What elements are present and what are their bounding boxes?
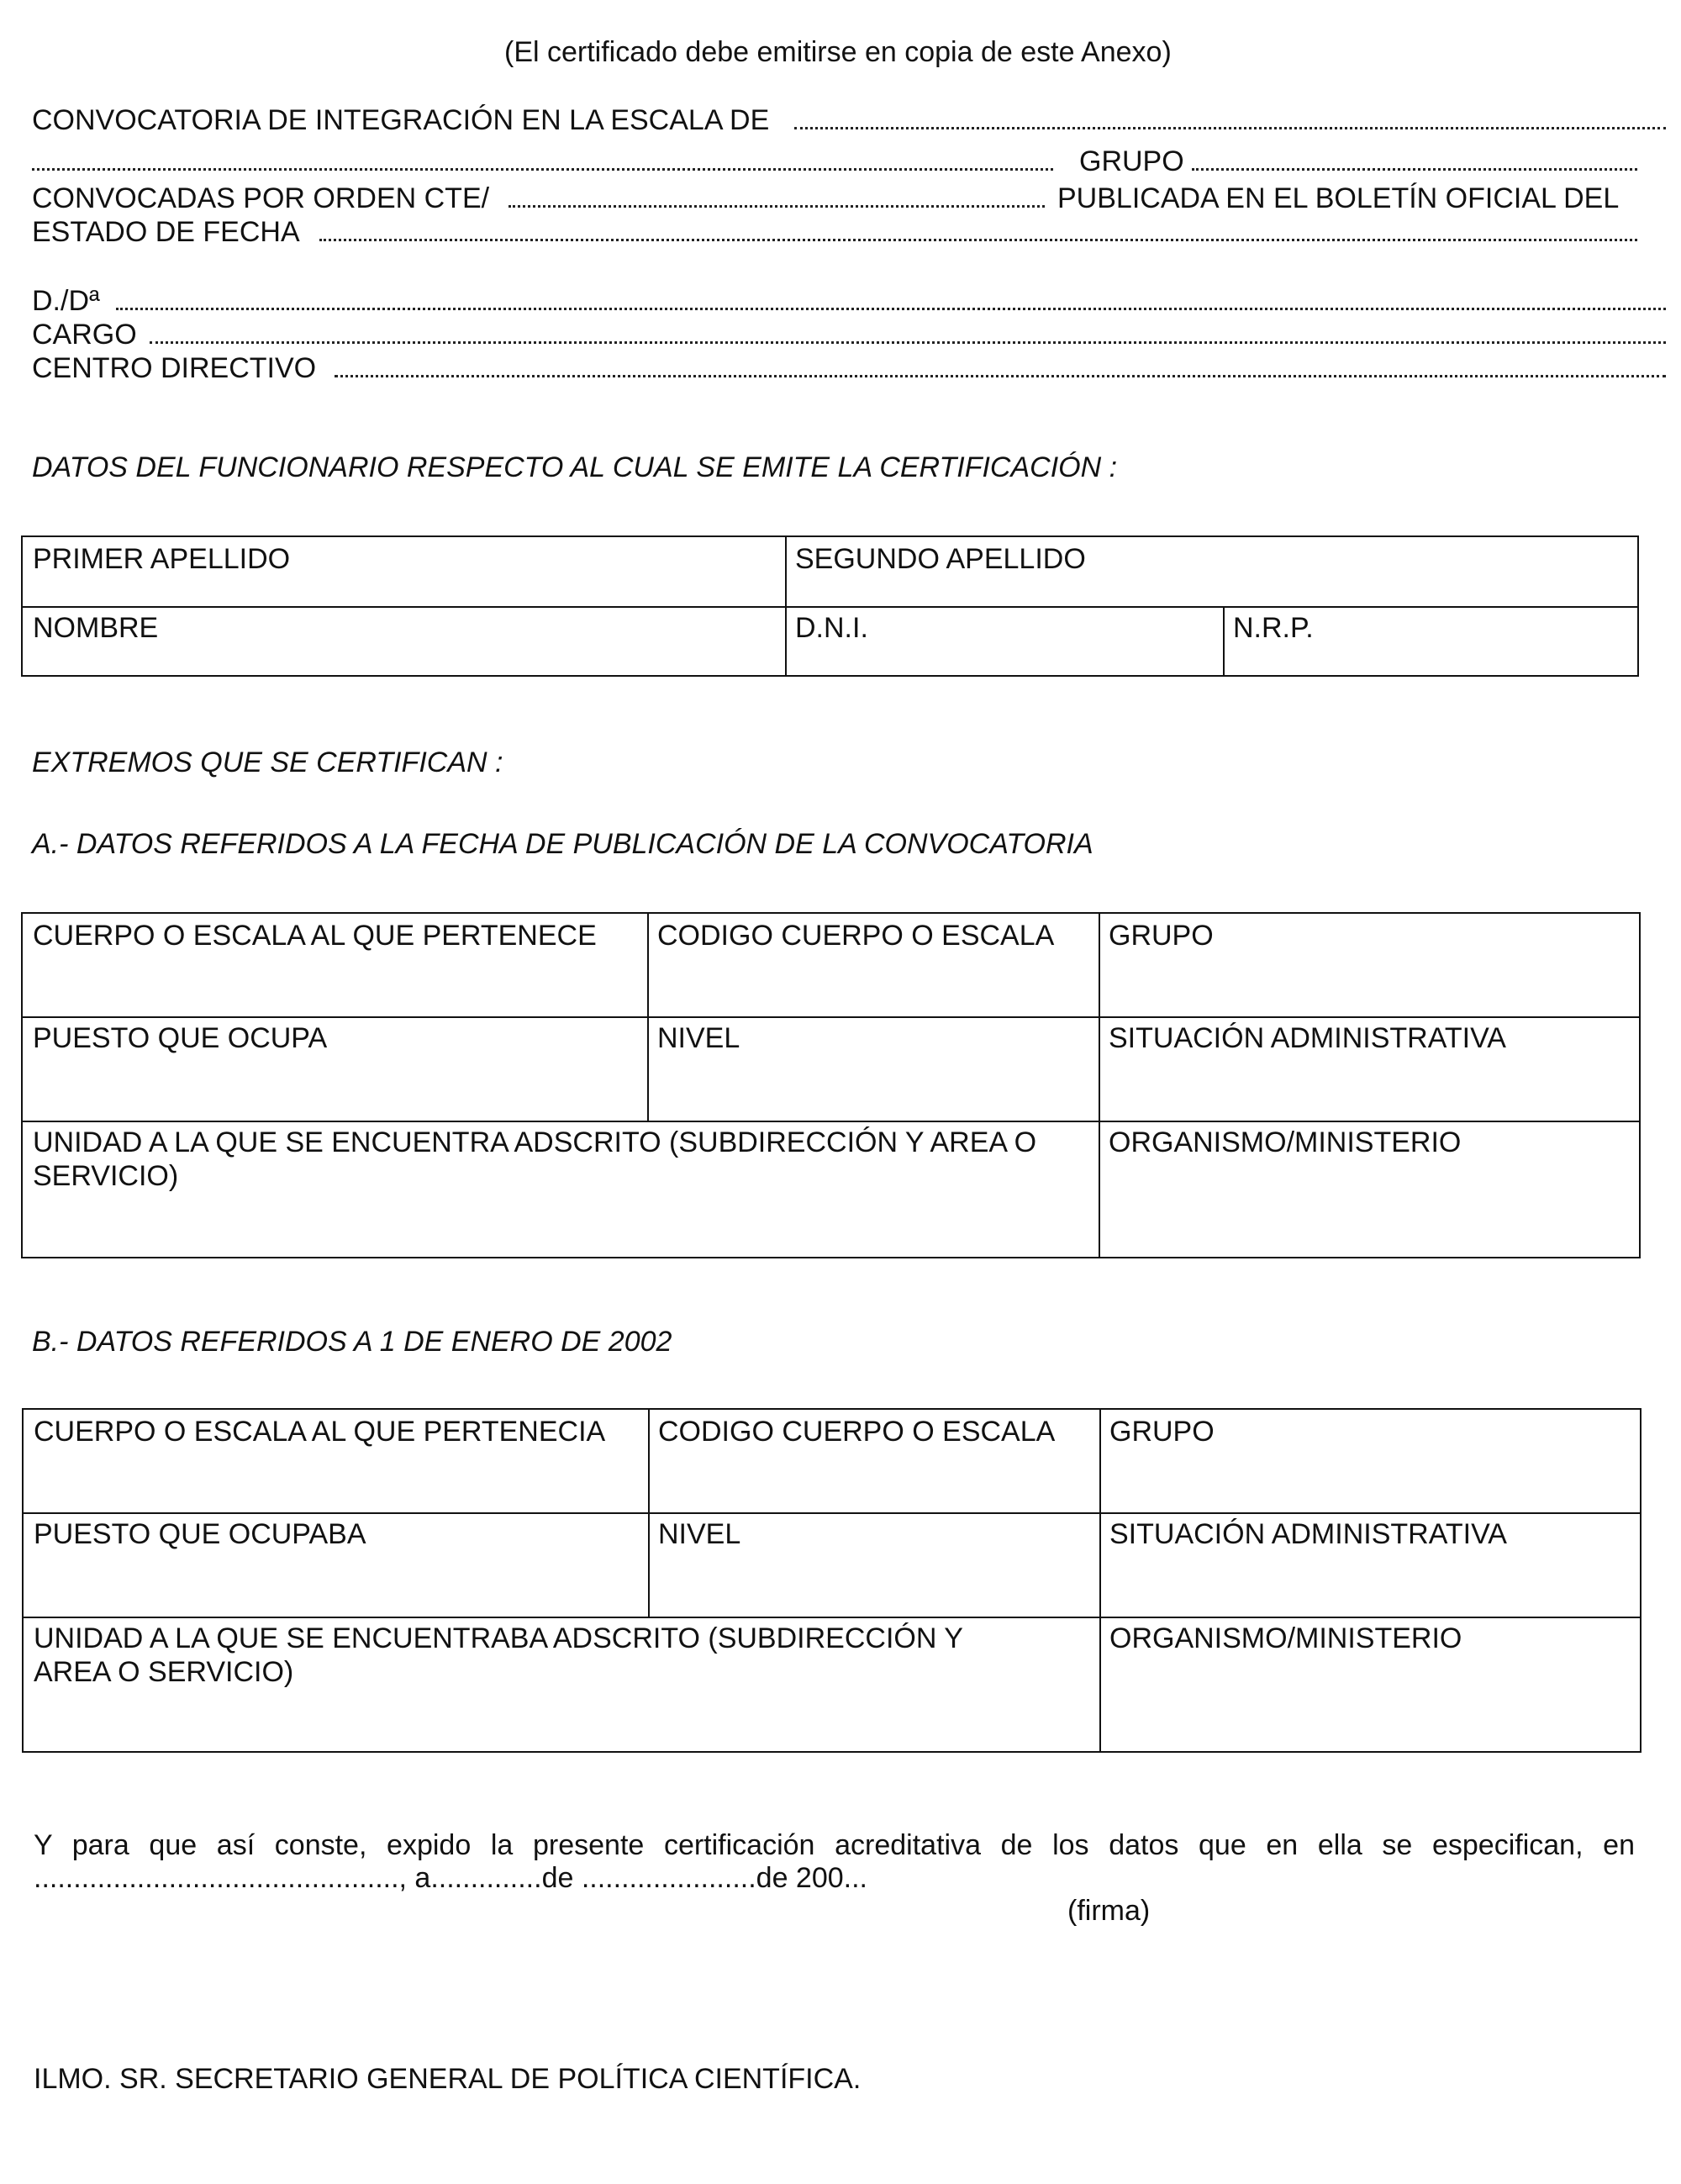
b-unidad-cell[interactable] <box>24 1617 1099 1751</box>
annex-note: (El certificado debe emitirse en copia de este Anexo) <box>504 36 1172 68</box>
a-situacion-cell[interactable] <box>1099 1016 1639 1121</box>
extremos-heading: EXTREMOS QUE SE CERTIFICAN : <box>32 746 503 778</box>
centro-directivo-label: CENTRO DIRECTIVO <box>32 352 317 384</box>
b-codigo-label: CODIGO CUERPO O ESCALA <box>658 1416 1056 1448</box>
b-cuerpo-label: CUERPO O ESCALA AL QUE PERTENECIA <box>34 1416 606 1448</box>
closing-date-line[interactable]: .............................................., a..............de ......................de 200... <box>34 1862 867 1894</box>
a-nivel-cell[interactable] <box>647 1016 1099 1121</box>
orden-cte-field[interactable] <box>509 205 1045 208</box>
b-situacion-label: SITUACIÓN ADMINISTRATIVA <box>1109 1518 1507 1550</box>
b-unidad-label-line1: UNIDAD A LA QUE SE ENCUENTRABA ADSCRITO (SUBDIRECCIÓN Y <box>34 1622 963 1654</box>
b-puesto-cell[interactable] <box>24 1512 648 1617</box>
nombre-cell[interactable] <box>23 606 785 675</box>
estado-fecha-label: ESTADO DE FECHA <box>32 216 300 248</box>
nombre-label: NOMBRE <box>33 612 159 644</box>
a-cuerpo-label: CUERPO O ESCALA AL QUE PERTENECE <box>33 920 597 952</box>
a-cuerpo-cell[interactable] <box>23 914 647 1016</box>
b-nivel-label: NIVEL <box>658 1518 741 1550</box>
addressee: ILMO. SR. SECRETARIO GENERAL DE POLÍTICA CIENTÍFICA. <box>34 2063 862 2095</box>
a-grupo-cell[interactable] <box>1099 914 1639 1016</box>
b-unidad-label-line2: AREA O SERVICIO) <box>34 1656 294 1688</box>
funcionario-heading: DATOS DEL FUNCIONARIO RESPECTO AL CUAL SE EMITE LA CERTIFICACIÓN : <box>32 451 1118 483</box>
cargo-field[interactable] <box>150 341 1666 344</box>
b-grupo-label: GRUPO <box>1109 1416 1215 1448</box>
centro-directivo-field[interactable] <box>335 375 1666 377</box>
grupo-field[interactable] <box>1192 168 1637 171</box>
b-organismo-label: ORGANISMO/MINISTERIO <box>1109 1622 1462 1654</box>
primer-apellido-cell[interactable] <box>23 537 785 606</box>
section-b-table <box>22 1408 1641 1753</box>
b-cuerpo-cell[interactable] <box>24 1410 648 1512</box>
dni-cell[interactable] <box>785 606 1223 675</box>
segundo-apellido-cell[interactable] <box>785 537 1637 606</box>
a-puesto-cell[interactable] <box>23 1016 647 1121</box>
nrp-label: N.R.P. <box>1233 612 1314 644</box>
a-unidad-label-line1: UNIDAD A LA QUE SE ENCUENTRA ADSCRITO (SUBDIRECCIÓN Y AREA O <box>33 1126 1037 1158</box>
a-codigo-cell[interactable] <box>647 914 1099 1016</box>
segundo-apellido-label: SEGUNDO APELLIDO <box>795 543 1086 575</box>
a-situacion-label: SITUACIÓN ADMINISTRATIVA <box>1109 1022 1506 1054</box>
a-unidad-label-line2: SERVICIO) <box>33 1160 179 1192</box>
dd-field[interactable] <box>116 308 1666 310</box>
a-unidad-cell[interactable] <box>23 1121 1099 1257</box>
convocatoria-label: CONVOCATORIA DE INTEGRACIÓN EN LA ESCALA DE <box>32 104 770 136</box>
a-codigo-label: CODIGO CUERPO O ESCALA <box>657 920 1055 952</box>
section-a-table <box>21 912 1641 1258</box>
section-a-heading: A.- DATOS REFERIDOS A LA FECHA DE PUBLICACIÓN DE LA CONVOCATORIA <box>32 828 1093 860</box>
b-organismo-cell[interactable] <box>1099 1617 1640 1751</box>
a-grupo-label: GRUPO <box>1109 920 1214 952</box>
a-nivel-label: NIVEL <box>657 1022 740 1054</box>
signature-label: (firma) <box>1067 1895 1151 1927</box>
section-b-heading: B.- DATOS REFERIDOS A 1 DE ENERO DE 2002 <box>32 1326 672 1358</box>
funcionario-table <box>21 535 1639 677</box>
publicada-label: PUBLICADA EN EL BOLETÍN OFICIAL DEL <box>1057 182 1620 214</box>
convocadas-label: CONVOCADAS POR ORDEN CTE/ <box>32 182 490 214</box>
b-grupo-cell[interactable] <box>1099 1410 1640 1512</box>
grupo-label: GRUPO <box>1079 145 1184 177</box>
b-situacion-cell[interactable] <box>1099 1512 1640 1617</box>
a-puesto-label: PUESTO QUE OCUPA <box>33 1022 328 1054</box>
b-nivel-cell[interactable] <box>648 1512 1099 1617</box>
cargo-label: CARGO <box>32 319 137 351</box>
dd-label: D./Dª <box>32 285 100 317</box>
convocatoria-escala-field[interactable] <box>794 127 1666 129</box>
dni-label: D.N.I. <box>795 612 868 644</box>
primer-apellido-label: PRIMER APELLIDO <box>33 543 291 575</box>
closing-statement: Y para que así conste, expido la presente certificación acreditativa de los datos que en ella se especifican, en <box>34 1829 1635 1861</box>
b-codigo-cell[interactable] <box>648 1410 1099 1512</box>
b-puesto-label: PUESTO QUE OCUPABA <box>34 1518 366 1550</box>
a-organismo-cell[interactable] <box>1099 1121 1639 1257</box>
escala-continuation-field[interactable] <box>32 168 1053 171</box>
estado-fecha-field[interactable] <box>319 239 1637 241</box>
nrp-cell[interactable] <box>1223 606 1637 675</box>
a-organismo-label: ORGANISMO/MINISTERIO <box>1109 1126 1462 1158</box>
